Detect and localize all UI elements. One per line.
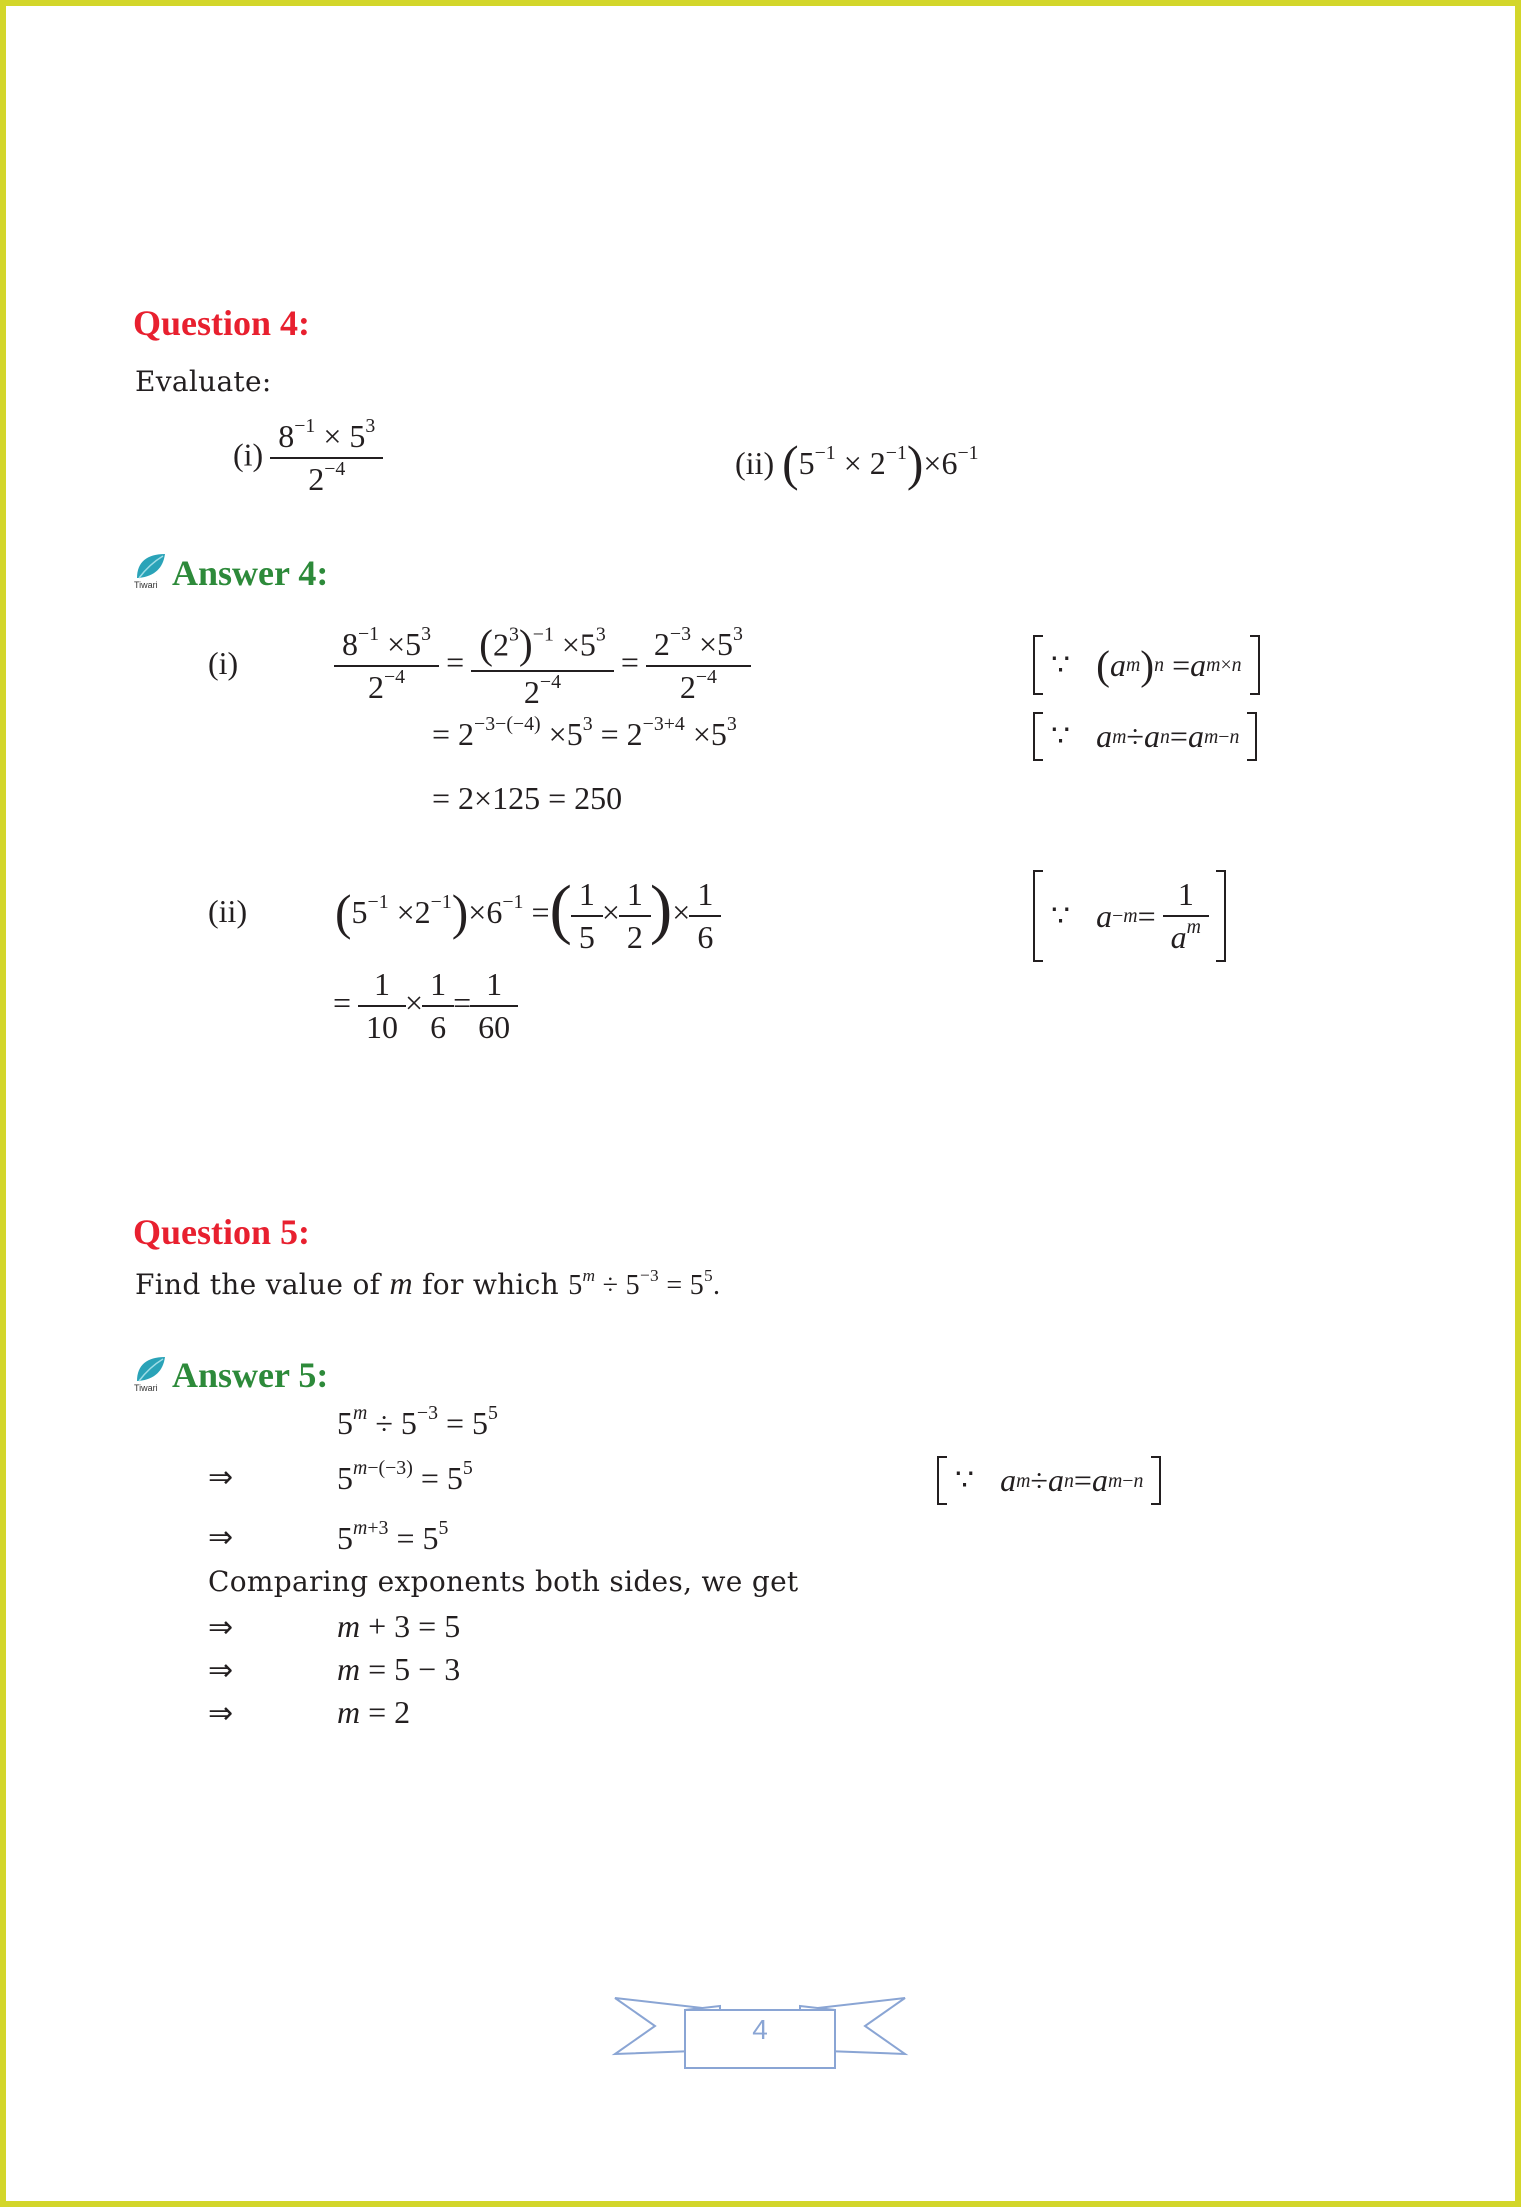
question-4-part-i <box>233 415 382 498</box>
answer-4-heading: Answer 4: <box>172 553 329 593</box>
answer-5-step-6: m = 2 <box>337 1694 411 1730</box>
question-4-part-ii: (ii) $(5^{-1} \times 2^{-1})\times 6^{-1}$ <box>735 436 979 491</box>
answer-4-part-i-result: = 2×125 = 250 <box>432 780 623 816</box>
answer-4-part-i-step-1: $\frac{8^{-1} \times 5^3}{2^{-4}}$ = $\frac{(2^3)^{-1} \times 5^3}{2^{-4}}$ = $\frac{2^{-3} \times 5^3}{2^{-4}}$ <box>335 620 750 711</box>
svg-text:Tiwari: Tiwari <box>134 580 158 590</box>
fraction: $\frac{8^{-1} \times 5^3}{2^{-4}}$ <box>274 418 379 498</box>
answer-4-part-ii-label: (ii) <box>208 893 248 929</box>
answer-4-part-i-step-2: = $2^{-3-(-4)} \times 5^3 = 2^{-3+4} \times 5^3$ <box>432 713 737 752</box>
part-label: (ii) <box>735 445 775 482</box>
page-number: 4 <box>752 2014 768 2045</box>
implies-icon: ⇒ <box>208 1610 234 1645</box>
answer-4-part-ii-step-2: = $\frac{1}{10}$ × $\frac{1}{6}$ = $\frac{1}{60}$ <box>333 966 517 1046</box>
tiwari-logo-icon <box>133 552 167 590</box>
comparing-text: Comparing exponents both sides, we get <box>208 1565 799 1598</box>
reason-power-of-power: ∵ ( a m ) n = a m×n <box>1033 635 1260 695</box>
answer-5-step-4: m + 3 = 5 <box>337 1608 461 1644</box>
tiwari-logo-icon <box>133 1355 167 1393</box>
reason-quotient-rule: ∵ a m ÷ a n = a m−n <box>937 1456 1161 1505</box>
question-5-heading: Question 5: <box>133 1212 311 1252</box>
implies-icon: ⇒ <box>208 1520 234 1555</box>
implies-icon: ⇒ <box>208 1460 234 1495</box>
implies-icon: ⇒ <box>208 1696 234 1731</box>
answer-5-step-3: $5^{m+3} = 5^5$ <box>337 1517 449 1556</box>
question-5-prompt: Find the value of m for which $5^m \div 5^{-3} = 5^5$. <box>135 1265 721 1301</box>
answer-4-part-ii-step-1: $(5^{-1} \times 2^{-1})\times 6^{-1}$ =( $\frac{1}{5}$ × $\frac{1}{2}$ )× $\frac{1}{6}$ <box>335 870 720 956</box>
implies-icon: ⇒ <box>208 1653 234 1688</box>
reason-quotient-rule: ∵ a m ÷ a n = a m−n <box>1033 712 1257 761</box>
answer-5-step-2: $5^{m-(-3)} = 5^5$ <box>337 1457 473 1496</box>
answer-5-step-1: $5^m \div 5^{-3} = 5^5$ <box>337 1402 498 1441</box>
part-label: (i) <box>233 436 264 473</box>
answer-5-step-5: m = 5 − 3 <box>337 1651 461 1687</box>
question-4-heading: Question 4: <box>133 303 311 343</box>
reason-negative-exponent: ∵ a −m = $\frac{1}{a^m}$ <box>1033 870 1226 962</box>
answer-5-heading: Answer 5: <box>172 1355 329 1395</box>
question-4-prompt: Evaluate: <box>135 365 272 398</box>
svg-text:Tiwari: Tiwari <box>134 1383 158 1393</box>
answer-4-part-i-label: (i) <box>208 645 239 681</box>
